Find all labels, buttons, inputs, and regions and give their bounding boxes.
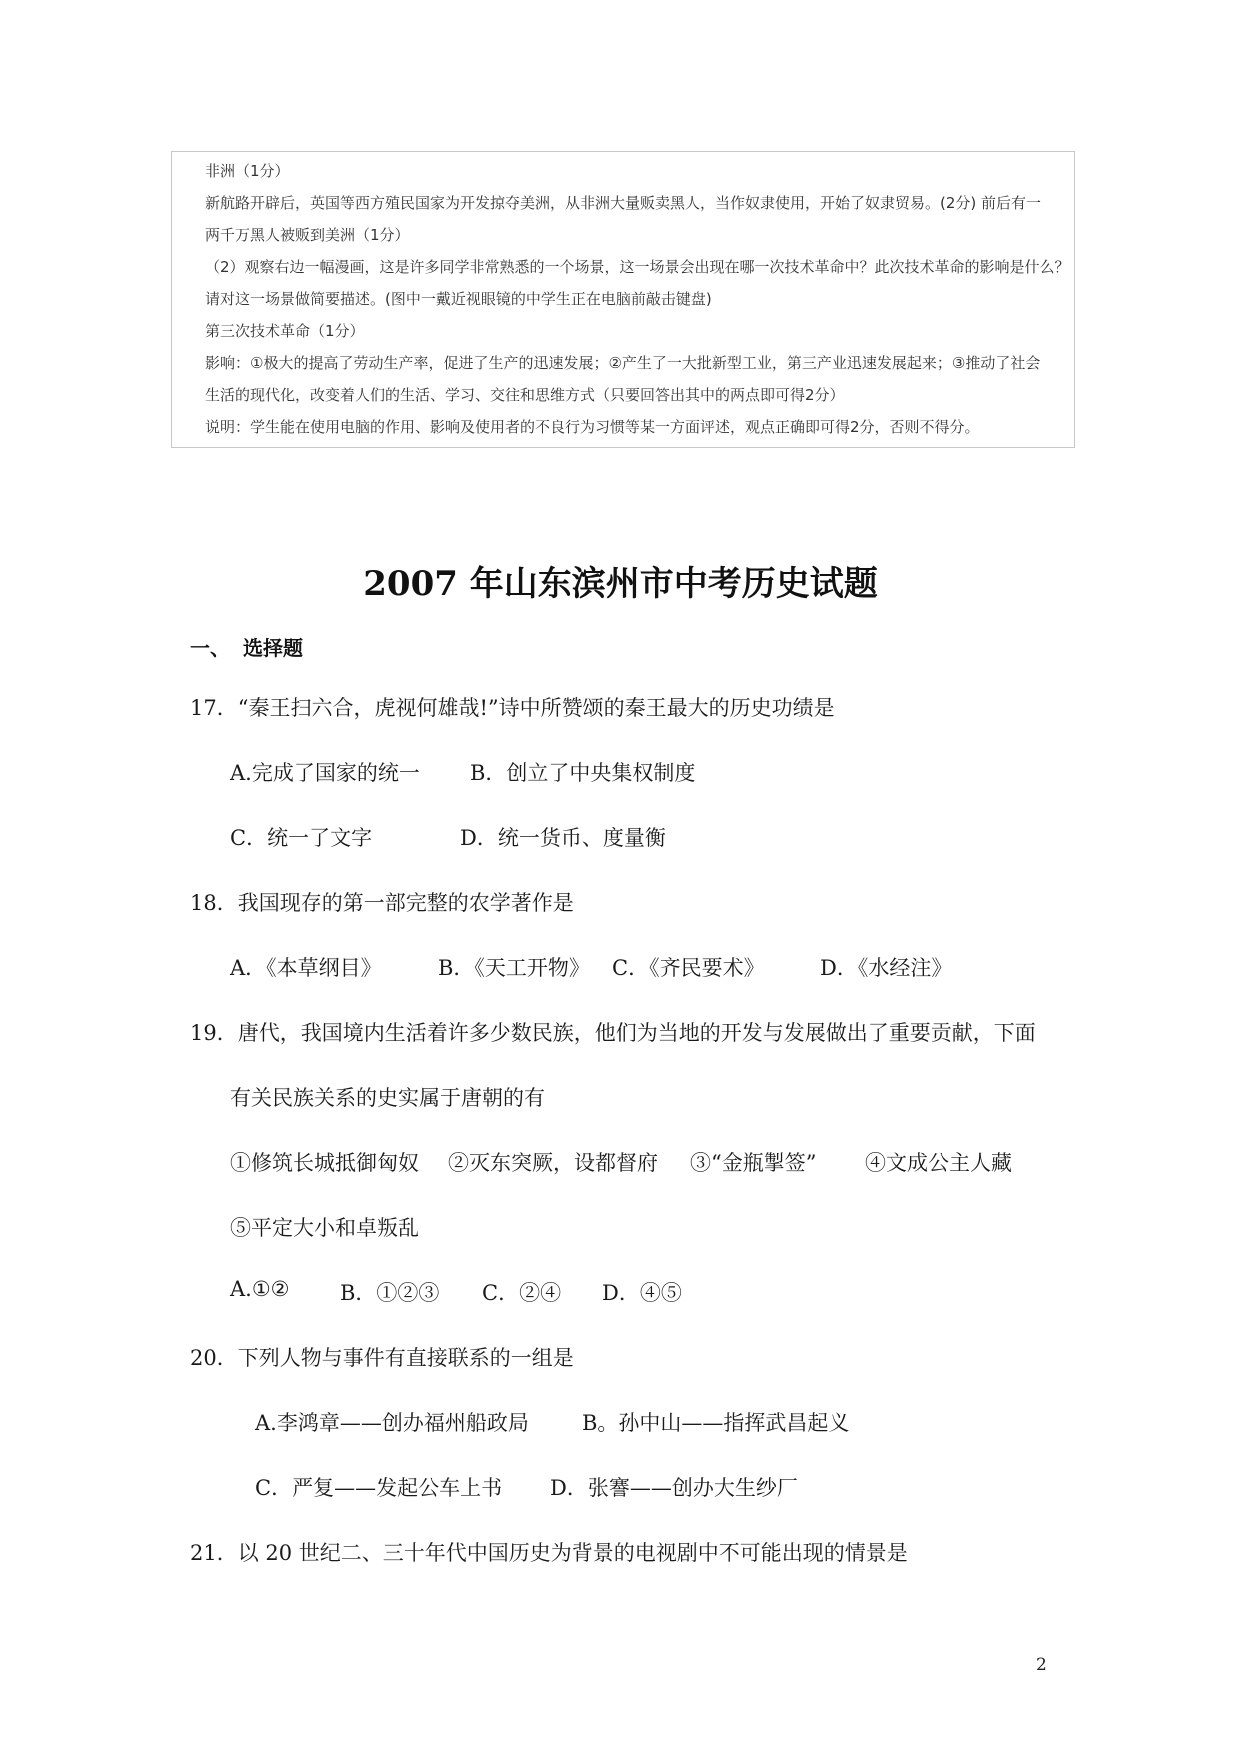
answer-line: 非洲（1分） [205,162,290,180]
q19-option-d: D．④⑤ [602,1281,682,1305]
page-number: 2 [1036,1655,1047,1675]
q20-option-a: A.李鸿章——创办福州船政局 [255,1411,529,1435]
q19-item-2: ②灭东突厥，设都督府 [448,1151,658,1175]
section-name: 选择题 [243,636,303,660]
question-17-stem: 17．“秦王扫六合，虎视何雄哉!”诗中所赞颂的秦王最大的历史功绩是 [190,696,835,720]
answer-line: 请对这一场景做简要描述。(图中一戴近视眼镜的中学生正在电脑前敲击键盘) [205,290,712,308]
q18-option-d: D．《水经注》 [820,956,953,980]
q18-option-c: C．《齐民要术》 [612,956,765,980]
q20-option-c: C．严复——发起公车上书 [255,1476,503,1500]
q20-option-d: D．张謇——创办大生纱厂 [550,1476,798,1500]
q20-option-b: B。孙中山——指挥武昌起义 [582,1411,850,1435]
q19-item-3: ③“金瓶掣签” [690,1151,817,1175]
question-19-stem-cont: 有关民族关系的史实属于唐朝的有 [230,1086,545,1110]
question-21-stem: 21．以 20 世纪二、三十年代中国历史为背景的电视剧中不可能出现的情景是 [190,1541,908,1565]
answer-line: 两千万黑人被贩到美洲（1分） [205,226,410,244]
answer-line: （2）观察右边一幅漫画，这是许多同学非常熟悉的一个场景，这一场景会出现在哪一次技术革命中？此次技术革命的影响是什么？ [205,258,1070,276]
q19-item-4: ④文成公主人藏 [865,1151,1012,1175]
q19-option-b: B．①②③ [340,1281,440,1305]
answer-line: 影响：①极大的提高了劳动生产率，促进了生产的迅速发展；②产生了一大批新型工业，第三产业迅速发展起来；③推动了社会 [205,354,1041,372]
question-20-stem: 20．下列人物与事件有直接联系的一组是 [190,1346,574,1370]
question-19-stem: 19．唐代，我国境内生活着许多少数民族，他们为当地的开发与发展做出了重要贡献，下面 [190,1021,1036,1045]
answer-line: 说明：学生能在使用电脑的作用、影响及使用者的不良行为习惯等某一方面评述，观点正确即可得2分，否则不得分。 [205,418,980,436]
question-18-stem: 18．我国现存的第一部完整的农学著作是 [190,891,574,915]
section-number: 一、 [190,636,230,660]
answer-line: 第三次技术革命（1分） [205,322,365,340]
q17-option-c: C．统一了文字 [230,826,373,850]
q17-option-a: A.完成了国家的统一 [230,761,420,785]
answer-line: 新航路开辟后，英国等西方殖民国家为开发掠夺美洲，从非洲大量贩卖黑人，当作奴隶使用，开始了奴隶贸易。(2分) 前后有一 [205,194,1042,212]
q19-item-1: ①修筑长城抵御匈奴 [230,1151,419,1175]
q17-option-d: D．统一货币、度量衡 [460,826,666,850]
q17-option-b: B．创立了中央集权制度 [470,761,696,785]
q19-option-a: A.①② [230,1277,290,1301]
answer-excerpt-box [171,151,1075,448]
q18-option-b: B．《天工开物》 [438,956,590,980]
q18-option-a: A．《本草纲目》 [230,956,382,980]
answer-line: 生活的现代化，改变着人们的生活、学习、交往和思维方式（只要回答出其中的两点即可得2分） [205,386,845,404]
q19-item-5: ⑤平定大小和卓叛乱 [230,1216,419,1240]
q19-option-c: C．②④ [482,1281,562,1305]
exam-title: 2007 年山东滨州市中考历史试题 [363,564,878,604]
